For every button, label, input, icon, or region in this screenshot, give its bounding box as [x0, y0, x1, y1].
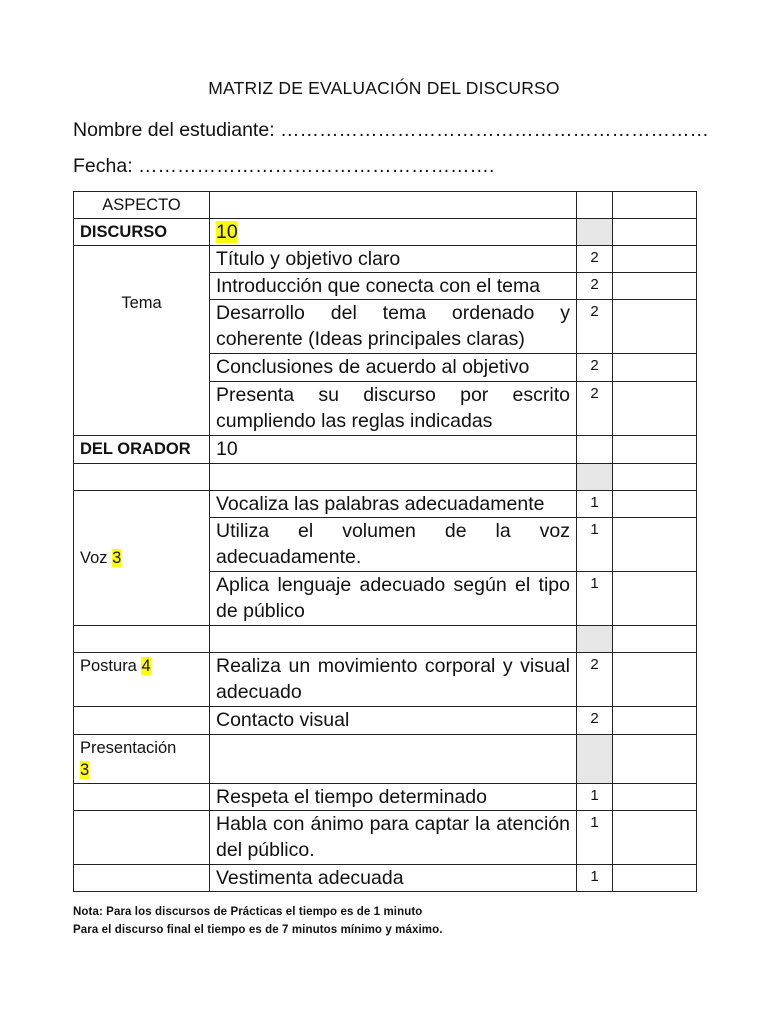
criterion-score: 2	[577, 354, 613, 382]
presentacion-label-text: Presentación	[80, 739, 177, 757]
header-aspect: ASPECTO	[74, 192, 210, 219]
tema-label: Tema	[74, 246, 210, 436]
note-line-1: Nota: Para los discursos de Prácticas el tiempo es de 1 minuto	[73, 906, 423, 918]
presentacion-points: 3	[80, 761, 90, 779]
criterion-text: Introducción que conecta con el tema	[210, 273, 577, 300]
criterion-text: Presenta su discurso por escrito cumpliendo las reglas indicadas	[210, 382, 577, 436]
postura-label	[74, 653, 210, 707]
table-row	[74, 464, 697, 491]
criterion-score: 1	[577, 572, 613, 626]
criterion-score: 2	[577, 382, 613, 436]
postura-points: 4	[141, 657, 151, 675]
voz-label-text: Voz	[80, 549, 108, 567]
orador-label: DEL ORADOR	[74, 436, 210, 464]
criterion-text: Habla con ánimo para captar la atención del público.	[210, 811, 577, 865]
criterion-text: Desarrollo del tema ordenado y coherente (Ideas principales claras)	[210, 300, 577, 354]
criterion-score: 2	[577, 653, 613, 707]
criterion-text: Utiliza el volumen de la voz adecuadamente.	[210, 518, 577, 572]
criterion-score: 1	[577, 811, 613, 865]
table-row	[74, 865, 697, 892]
student-name-line: Nombre del estudiante: …………………………………………………………	[73, 119, 710, 141]
criterion-text: Vestimenta adecuada	[210, 865, 577, 892]
voz-points: 3	[112, 549, 122, 567]
criterion-text: Contacto visual	[210, 707, 577, 735]
table-row	[74, 436, 697, 464]
criterion-score: 2	[577, 300, 613, 354]
table-row	[74, 653, 697, 707]
criterion-score: 2	[577, 246, 613, 273]
criterion-score: 1	[577, 491, 613, 518]
criterion-text: Título y objetivo claro	[210, 246, 577, 273]
presentacion-label	[74, 735, 210, 784]
criterion-text: Conclusiones de acuerdo al objetivo	[210, 354, 577, 382]
orador-total: 10	[210, 436, 577, 464]
criterion-text: Vocaliza las palabras adecuadamente	[210, 491, 577, 518]
table-row	[74, 219, 697, 246]
table-row	[74, 811, 697, 865]
criterion-score: 2	[577, 707, 613, 735]
table-row	[74, 626, 697, 653]
document-title: MATRIZ DE EVALUACIÓN DEL DISCURSO	[208, 78, 560, 98]
criterion-text: Aplica lenguaje adecuado según el tipo de público	[210, 572, 577, 626]
note-line-2: Para el discurso final el tiempo es de 7 minutos mínimo y máximo.	[73, 924, 443, 936]
criterion-score: 1	[577, 518, 613, 572]
table-row	[74, 784, 697, 811]
voz-label	[74, 491, 210, 626]
table-row	[74, 491, 697, 518]
criterion-score: 1	[577, 865, 613, 892]
date-line: Fecha: ……………………………………………….	[73, 155, 495, 177]
evaluation-table	[73, 191, 697, 892]
table-row	[74, 707, 697, 735]
criterion-score: 1	[577, 784, 613, 811]
criterion-text: Respeta el tiempo determinado	[210, 784, 577, 811]
table-row	[74, 735, 697, 784]
criterion-score: 2	[577, 273, 613, 300]
discurso-label: DISCURSO	[74, 219, 210, 246]
criterion-text: Realiza un movimiento corporal y visual adecuado	[210, 653, 577, 707]
postura-label-text: Postura	[80, 657, 137, 675]
table-row	[74, 192, 697, 219]
discurso-total: 10	[216, 221, 238, 243]
table-row	[74, 246, 697, 273]
